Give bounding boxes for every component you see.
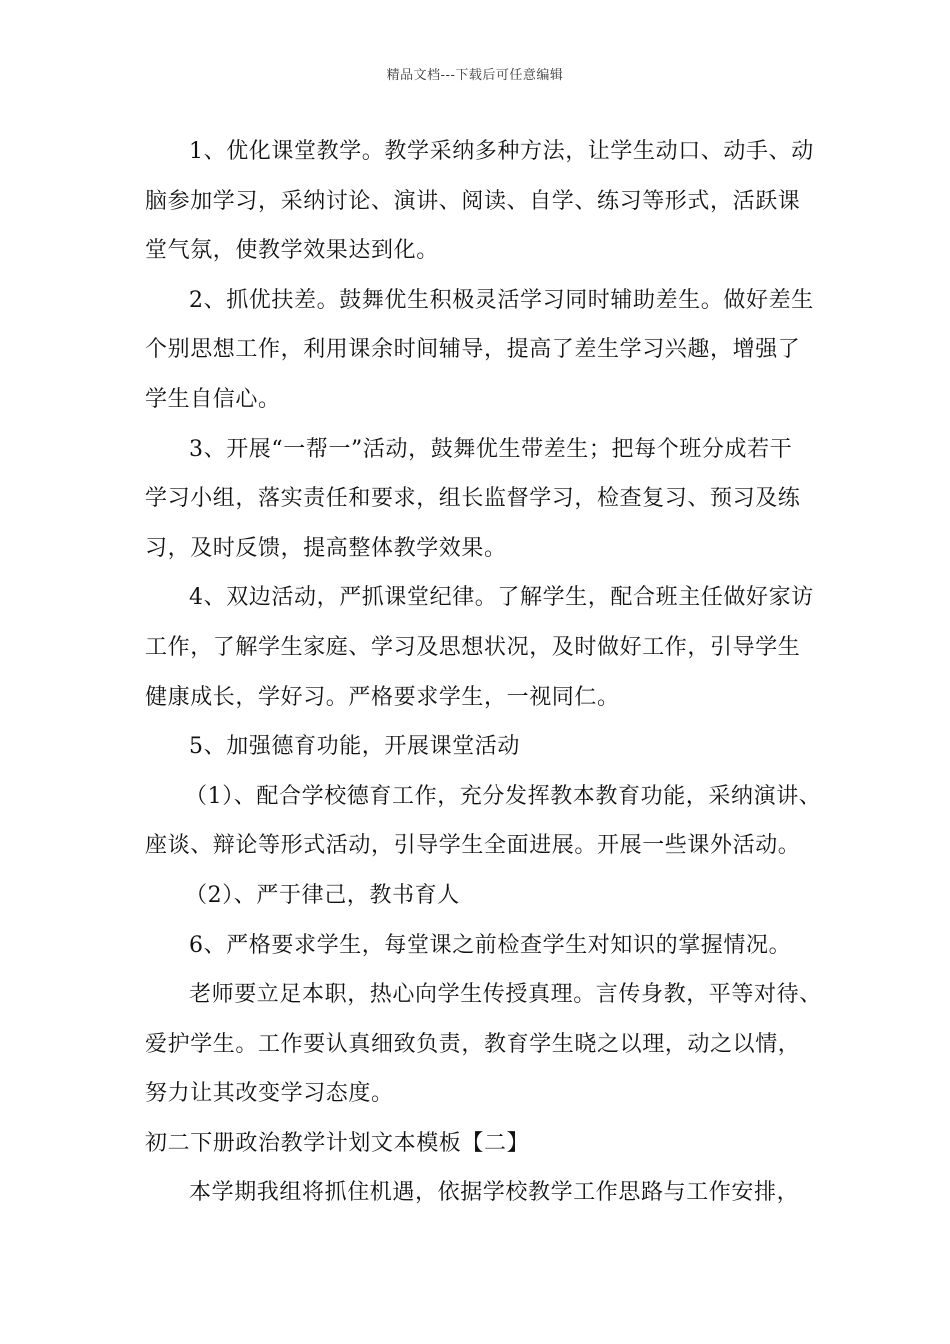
- paragraph-line: 5、加强德育功能，开展课堂活动: [189, 734, 520, 760]
- paragraph-line: 1、优化课堂教学。教学采纳多种方法，让学生动口、动手、动: [189, 139, 814, 164]
- paragraph-line: 3、开展“一帮一”活动，鼓舞优生带差生；把每个班分成若干: [189, 436, 793, 462]
- paragraph-line: 健康成长，学好习。严格要求学生，一视同仁。: [145, 684, 620, 710]
- paragraph-line: 6、严格要求学生，每堂课之前检查学生对知识的掌握情况。: [189, 932, 792, 958]
- paragraph-line: 工作，了解学生家庭、学习及思想状况，及时做好工作，引导学生: [145, 634, 801, 660]
- paragraph-line: 努力让其改变学习态度。: [145, 1081, 394, 1107]
- paragraph-line: 习，及时反馈，提高整体教学效果。: [145, 535, 507, 561]
- paragraph-line: 座谈、辩论等形式活动，引导学生全面进展。开展一些课外活动。: [145, 833, 801, 859]
- paragraph-line: 本学期我组将抓住机遇，依据学校教学工作思路与工作安排，: [189, 1180, 800, 1206]
- paragraph-line: 学习小组，落实责任和要求，组长监督学习，检查复习、预习及练: [145, 486, 801, 512]
- page-header: 精品文档---下载后可任意编辑: [386, 68, 564, 83]
- paragraph-line: （2）、严于律己，教书育人: [185, 882, 460, 908]
- paragraph-line: （1）、配合学校德育工作，充分发挥教本教育功能，采纳演讲、: [185, 783, 822, 809]
- paragraph-line: 2、抓优扶差。鼓舞优生积极灵活学习同时辅助差生。做好差生: [189, 287, 814, 313]
- body-text: [145, 127, 825, 1218]
- paragraph-line: 脑参加学习，采纳讨论、演讲、阅读、自学、练习等形式，活跃课: [145, 188, 801, 214]
- paragraph-line: 老师要立足本职，热心向学生传授真理。言传身教，平等对待、: [189, 982, 822, 1008]
- paragraph-line: 堂气氛，使教学效果达到化。: [145, 238, 439, 264]
- paragraph-line: 学生自信心。: [145, 386, 281, 412]
- paragraph-line: 爱护学生。工作要认真细致负责，教育学生晓之以理，动之以情，: [145, 1031, 801, 1057]
- paragraph-line: 4、双边活动，严抓课堂纪律。了解学生，配合班主任做好家访: [189, 585, 814, 611]
- paragraph-line: 个别思想工作，利用课余时间辅导，提高了差生学习兴趣，增强了: [145, 337, 801, 363]
- section-heading: 初二下册政治教学计划文本模板【二】: [145, 1130, 530, 1156]
